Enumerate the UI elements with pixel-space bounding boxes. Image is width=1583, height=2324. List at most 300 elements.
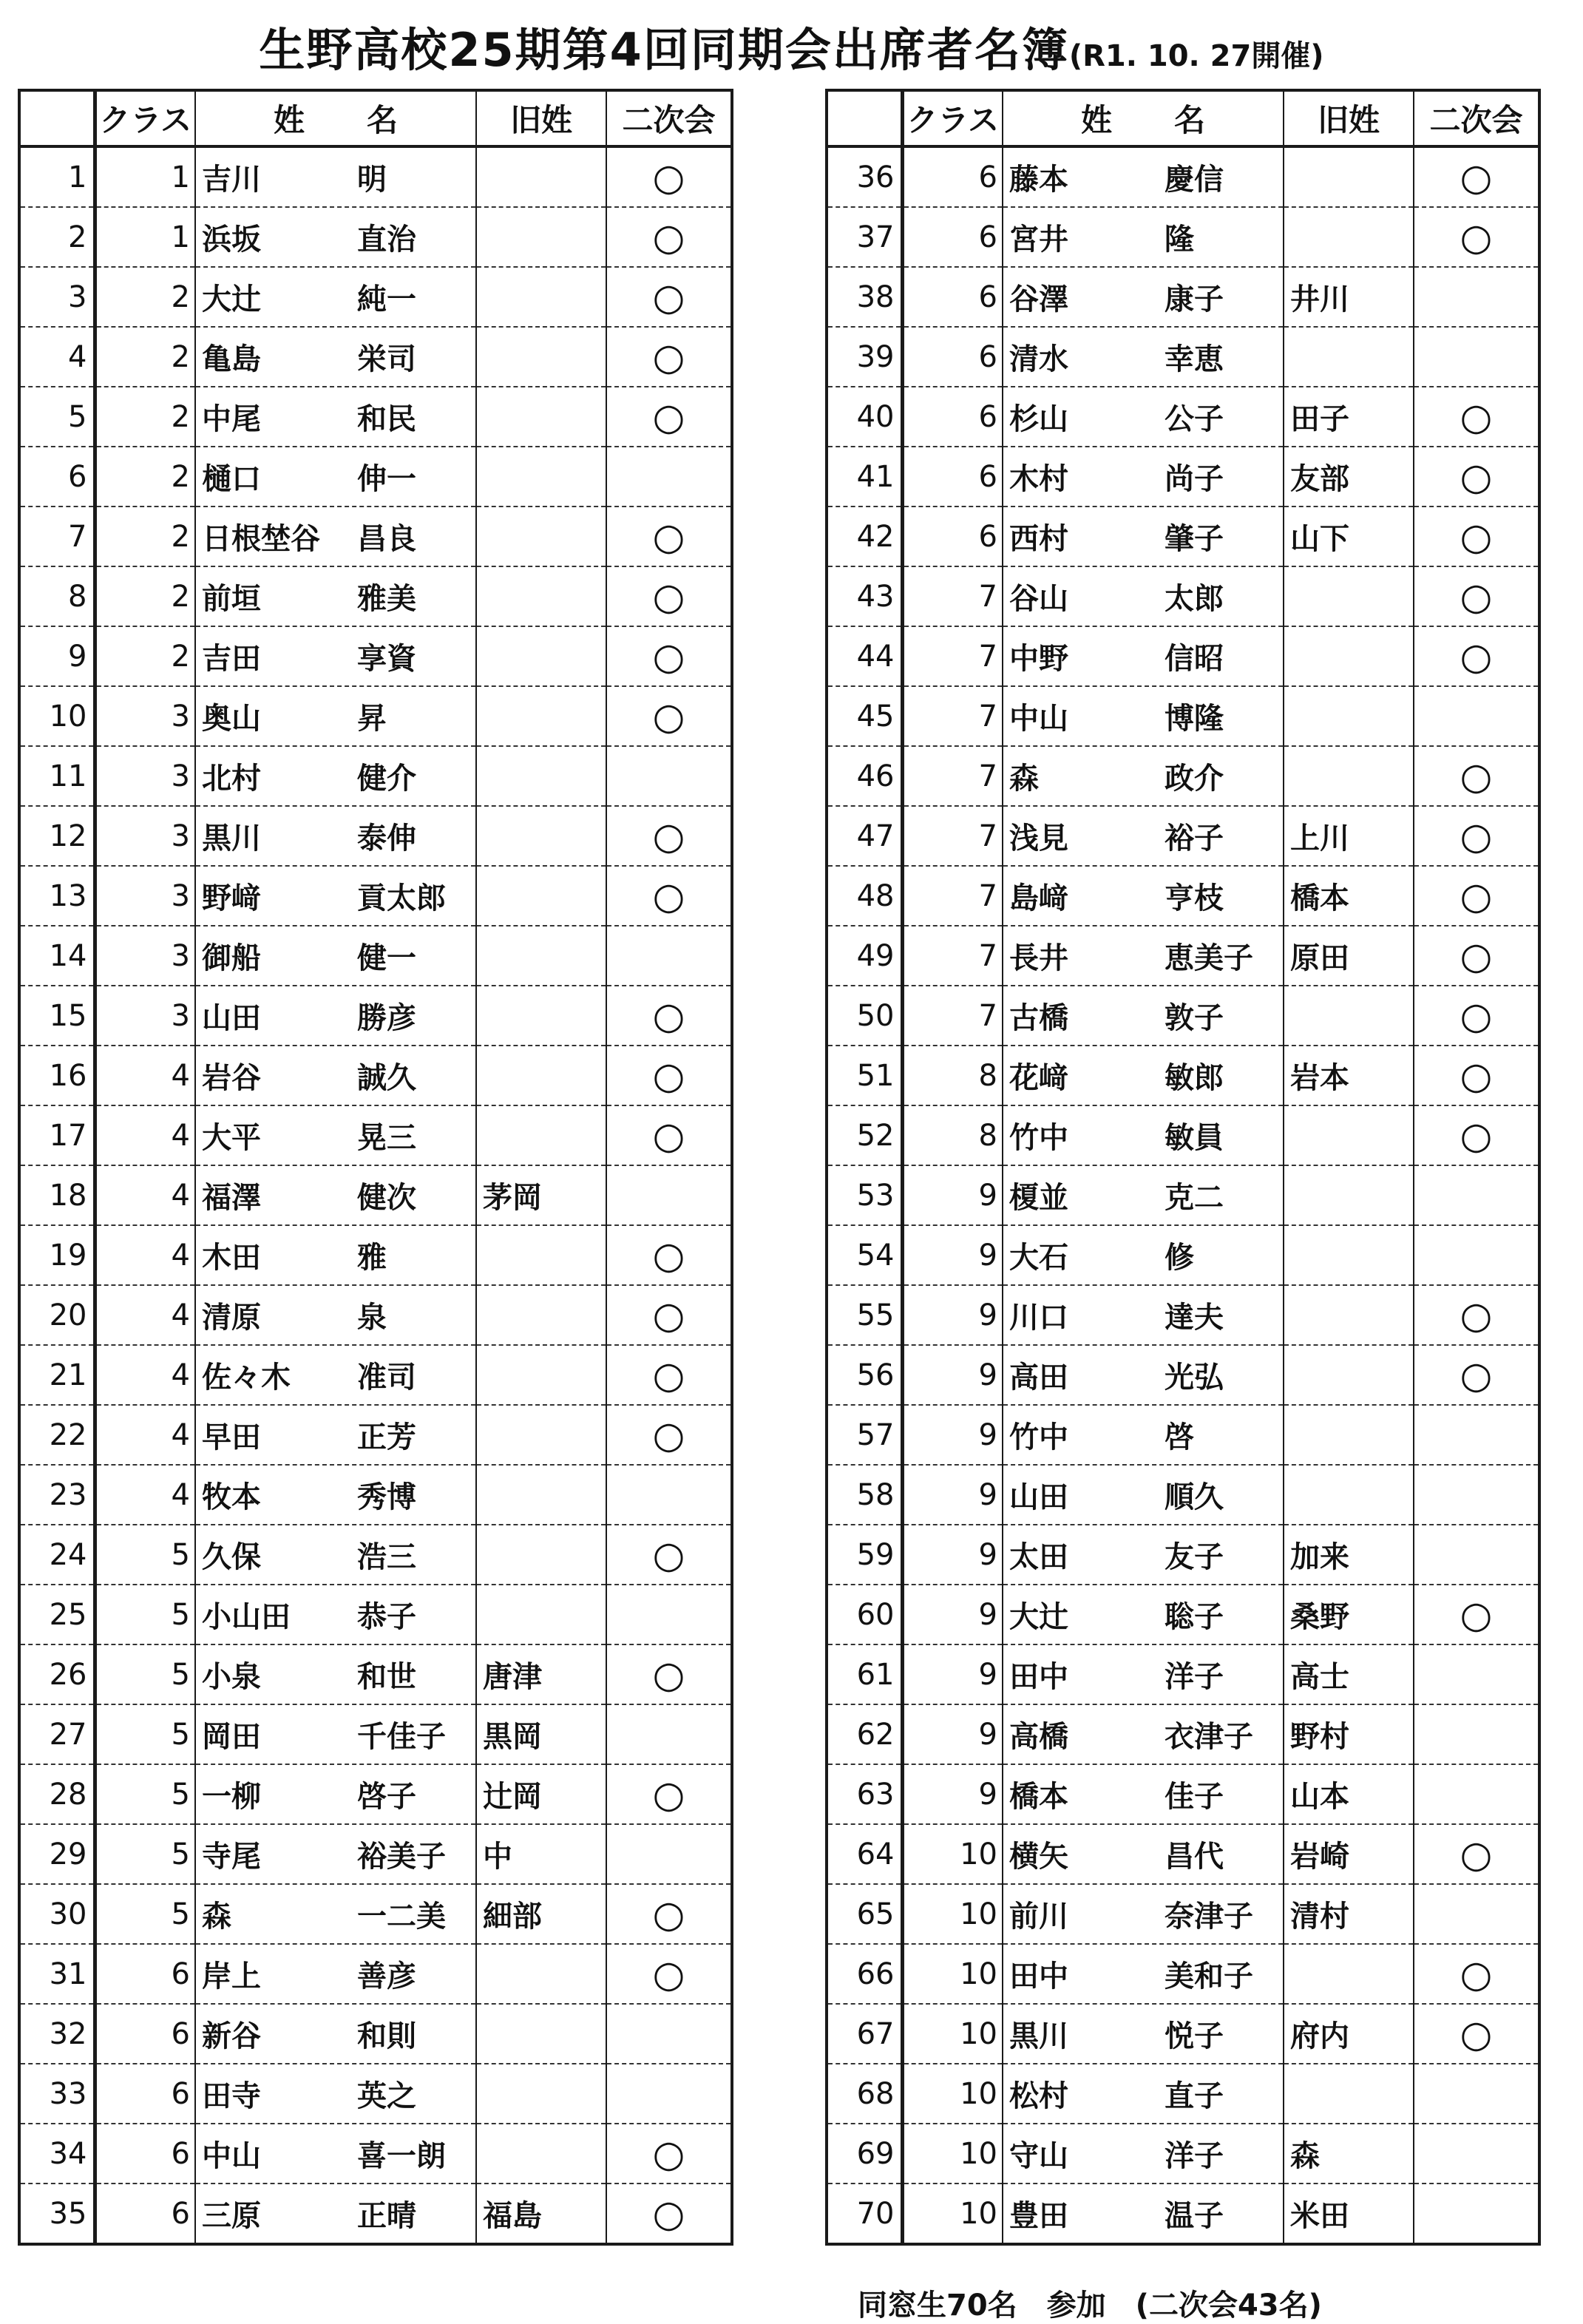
header-class: クラス [95,90,195,146]
header-name: 姓 名 [1003,90,1284,146]
first-name: 佳子 [1165,1780,1224,1814]
table-row [19,447,732,507]
second-party-mark: ○ [1460,1293,1493,1337]
table-row [19,2064,732,2124]
row-number: 8 [19,566,95,626]
full-name [195,207,476,267]
first-name: 和則 [357,2019,416,2053]
former-surname: 山本 [1284,1764,1414,1824]
last-name: 久保 [202,1540,261,1574]
second-party-mark [1414,1884,1539,1944]
full-name [195,1704,476,1764]
last-name: 福澤 [202,1181,261,1215]
first-name: 健一 [357,941,416,975]
row-number: 3 [19,267,95,327]
table-row [827,1585,1539,1644]
row-number: 4 [19,327,95,387]
class-number: 9 [902,1345,1003,1405]
second-party-mark: ○ [652,395,685,438]
table-row [19,686,732,746]
class-number: 3 [95,986,195,1046]
former-surname: 原田 [1284,926,1414,986]
second-party-mark: ○ [652,1114,685,1157]
former-surname: 府内 [1284,2004,1414,2064]
full-name [195,1405,476,1465]
table-row [19,146,732,207]
second-party-mark [606,1465,732,1525]
former-surname [476,387,606,447]
former-surname [1284,686,1414,746]
row-number: 28 [19,1764,95,1824]
second-party-mark: ○ [1460,1832,1493,1876]
class-number: 10 [902,2184,1003,2244]
class-number: 7 [902,746,1003,806]
second-party-mark: ○ [1460,814,1493,858]
second-party-mark [606,746,732,806]
second-party-mark: ○ [652,335,685,379]
second-party-mark: ○ [1460,155,1493,199]
first-name: 一二美 [357,1900,446,1934]
second-party-mark: ○ [1460,994,1493,1037]
former-surname [476,926,606,986]
second-party-mark: ○ [652,1533,685,1576]
second-party-mark: ○ [652,1054,685,1097]
last-name: 小泉 [202,1660,261,1694]
class-number: 6 [902,267,1003,327]
last-name: 牧本 [202,1480,261,1514]
table-row [19,1046,732,1105]
first-name: 順久 [1165,1480,1224,1514]
second-party-mark: ○ [652,1653,685,1696]
last-name: 田中 [1009,1660,1068,1694]
class-number: 10 [902,2004,1003,2064]
full-name [195,327,476,387]
row-number: 63 [827,1764,902,1824]
full-name [195,1046,476,1105]
second-party-mark: ○ [1460,575,1493,618]
former-surname [1284,1405,1414,1465]
row-number: 47 [827,806,902,866]
first-name: 和世 [357,1660,416,1694]
second-party-mark: ○ [1460,215,1493,259]
former-surname [476,1944,606,2004]
second-party-mark: ○ [652,1952,685,1996]
last-name: 日根埜谷 [202,522,320,556]
last-name: 吉川 [202,163,261,197]
second-party-mark: ○ [652,2132,685,2175]
first-name: 伸一 [357,462,416,496]
class-number: 5 [95,1585,195,1644]
row-number: 29 [19,1824,95,1884]
former-surname [476,746,606,806]
row-number: 34 [19,2124,95,2184]
second-party-mark [606,2004,732,2064]
table-row [19,327,732,387]
row-number: 16 [19,1046,95,1105]
first-name: 敦子 [1165,1001,1224,1035]
row-number: 46 [827,746,902,806]
table-row [827,146,1539,207]
class-number: 7 [902,626,1003,686]
last-name: 野﨑 [202,881,261,915]
row-number: 69 [827,2124,902,2184]
class-number: 7 [902,986,1003,1046]
last-name: 太田 [1009,1540,1068,1574]
last-name: 松村 [1009,2079,1068,2113]
class-number: 4 [95,1105,195,1165]
row-number: 62 [827,1704,902,1764]
full-name [195,1165,476,1225]
class-number: 6 [902,146,1003,207]
second-party-mark [1414,2124,1539,2184]
class-number: 9 [902,1285,1003,1345]
last-name: 御船 [202,941,261,975]
second-party-mark [1414,1225,1539,1285]
second-party-mark [606,1704,732,1764]
class-number: 4 [95,1345,195,1405]
second-party-mark [1414,1165,1539,1225]
first-name: 直子 [1165,2079,1224,2113]
class-number: 7 [902,866,1003,926]
former-surname [476,1585,606,1644]
second-party-mark: ○ [1460,455,1493,498]
class-number: 2 [95,566,195,626]
table-row [827,566,1539,626]
last-name: 田中 [1009,1959,1068,1993]
row-number: 37 [827,207,902,267]
row-number: 24 [19,1525,95,1585]
former-surname: 加来 [1284,1525,1414,1585]
header-second-party: 二次会 [1414,90,1539,146]
class-number: 9 [902,1225,1003,1285]
first-name: 政介 [1165,762,1224,796]
class-number: 6 [902,387,1003,447]
first-name: 栄司 [357,342,416,376]
row-number: 25 [19,1585,95,1644]
full-name [195,267,476,327]
row-number: 13 [19,866,95,926]
second-party-mark: ○ [652,575,685,618]
class-number: 3 [95,866,195,926]
last-name: 木田 [202,1241,261,1275]
row-number: 44 [827,626,902,686]
class-number: 4 [95,1225,195,1285]
table-row [827,507,1539,566]
former-surname [476,1405,606,1465]
full-name [1003,1465,1284,1525]
class-number: 9 [902,1525,1003,1585]
class-number: 7 [902,566,1003,626]
second-party-mark: ○ [1460,1353,1493,1397]
table-row [19,1824,732,1884]
table-row [827,1704,1539,1764]
first-name: 純一 [357,282,416,316]
full-name [1003,986,1284,1046]
row-number: 30 [19,1884,95,1944]
former-surname [1284,1285,1414,1345]
header-row [19,90,732,146]
table-row [827,866,1539,926]
row-number: 52 [827,1105,902,1165]
row-number: 56 [827,1345,902,1405]
row-number: 68 [827,2064,902,2124]
former-surname [476,447,606,507]
former-surname [1284,746,1414,806]
row-number: 41 [827,447,902,507]
table-row [19,2004,732,2064]
full-name [1003,1944,1284,2004]
first-name: 和民 [357,402,416,436]
second-party-mark: ○ [652,2192,685,2235]
full-name [1003,1884,1284,1944]
class-number: 9 [902,1764,1003,1824]
last-name: 浅見 [1009,821,1068,856]
last-name: 寺尾 [202,1840,261,1874]
class-number: 4 [95,1405,195,1465]
row-number: 54 [827,1225,902,1285]
table-row [827,1764,1539,1824]
first-name: 悦子 [1165,2019,1224,2053]
full-name [1003,1345,1284,1405]
first-name: 太郎 [1165,582,1224,616]
row-number: 39 [827,327,902,387]
full-name [195,2064,476,2124]
full-name [1003,566,1284,626]
class-number: 6 [902,507,1003,566]
full-name [195,986,476,1046]
full-name [1003,387,1284,447]
former-surname: 辻岡 [476,1764,606,1824]
last-name: 佐々木 [202,1361,291,1395]
former-surname [476,566,606,626]
first-name: 光弘 [1165,1361,1224,1395]
row-number: 12 [19,806,95,866]
row-number: 36 [827,146,902,207]
header-no [827,90,902,146]
row-number: 2 [19,207,95,267]
table-row [19,387,732,447]
table-row [827,1884,1539,1944]
last-name: 小山田 [202,1600,291,1634]
first-name: 啓 [1165,1420,1194,1454]
first-name: 修 [1165,1241,1194,1275]
full-name [1003,626,1284,686]
class-number: 8 [902,1046,1003,1105]
former-surname [1284,207,1414,267]
second-party-mark: ○ [652,1233,685,1277]
class-number: 10 [902,1944,1003,2004]
class-number: 10 [902,1824,1003,1884]
table-row [19,1105,732,1165]
row-number: 67 [827,2004,902,2064]
second-party-mark [1414,1465,1539,1525]
first-name: 英之 [357,2079,416,2113]
first-name: 博隆 [1165,702,1224,736]
class-number: 6 [902,327,1003,387]
last-name: 一柳 [202,1780,261,1814]
row-number: 21 [19,1345,95,1405]
row-number: 6 [19,447,95,507]
class-number: 4 [95,1465,195,1525]
class-number: 4 [95,1165,195,1225]
full-name [195,1105,476,1165]
table-row [19,207,732,267]
first-name: 雅 [357,1241,387,1275]
row-number: 48 [827,866,902,926]
first-name: 誠久 [357,1061,416,1095]
full-name [195,806,476,866]
class-number: 9 [902,1465,1003,1525]
row-number: 53 [827,1165,902,1225]
first-name: 浩三 [357,1540,416,1574]
table-row [827,207,1539,267]
former-surname [476,986,606,1046]
first-name: 幸恵 [1165,342,1224,376]
class-number: 5 [95,1764,195,1824]
table-row [827,626,1539,686]
full-name [195,1465,476,1525]
last-name: 奥山 [202,702,261,736]
full-name [195,1644,476,1704]
class-number: 9 [902,1405,1003,1465]
header-class: クラス [902,90,1003,146]
row-number: 45 [827,686,902,746]
class-number: 5 [95,1525,195,1585]
table-row [827,686,1539,746]
first-name: 達夫 [1165,1301,1224,1335]
last-name: 中尾 [202,402,261,436]
row-number: 19 [19,1225,95,1285]
second-party-mark [1414,327,1539,387]
full-name [195,387,476,447]
last-name: 中山 [1009,702,1068,736]
first-name: 晃三 [357,1121,416,1155]
second-party-mark: ○ [1460,874,1493,918]
table-row [827,2064,1539,2124]
first-name: 秀博 [357,1480,416,1514]
former-surname [1284,1105,1414,1165]
table-row [19,1285,732,1345]
last-name: 中野 [1009,642,1068,676]
last-name: 横矢 [1009,1840,1068,1874]
full-name [195,1944,476,2004]
last-name: 山田 [202,1001,261,1035]
full-name [195,2184,476,2244]
row-number: 10 [19,686,95,746]
row-number: 17 [19,1105,95,1165]
last-name: 森 [202,1900,231,1934]
header-no [19,90,95,146]
second-party-mark: ○ [652,1293,685,1337]
class-number: 3 [95,926,195,986]
class-number: 1 [95,207,195,267]
first-name: 友子 [1165,1540,1224,1574]
last-name: 西村 [1009,522,1068,556]
full-name [1003,1225,1284,1285]
first-name: 裕子 [1165,821,1224,856]
class-number: 10 [902,2124,1003,2184]
last-name: 榎並 [1009,1181,1068,1215]
header-old-surname: 旧姓 [476,90,606,146]
full-name [195,1764,476,1824]
second-party-mark: ○ [1460,1114,1493,1157]
class-number: 7 [902,686,1003,746]
last-name: 谷澤 [1009,282,1068,316]
full-name [195,1285,476,1345]
first-name: 公子 [1165,402,1224,436]
second-party-mark [1414,2064,1539,2124]
full-name [195,1585,476,1644]
last-name: 木村 [1009,462,1068,496]
table-row [19,1465,732,1525]
header-second-party: 二次会 [606,90,732,146]
table-row [19,1944,732,2004]
table-row [827,1046,1539,1105]
table-row [19,507,732,566]
class-number: 3 [95,746,195,806]
table-row [827,986,1539,1046]
row-number: 23 [19,1465,95,1525]
table-row [827,1405,1539,1465]
row-number: 60 [827,1585,902,1644]
row-number: 64 [827,1824,902,1884]
last-name: 亀島 [202,342,261,376]
row-number: 27 [19,1704,95,1764]
full-name [1003,1285,1284,1345]
last-name: 森 [1009,762,1039,796]
last-name: 宮井 [1009,223,1068,257]
first-name: 明 [357,163,387,197]
first-name: 千佳子 [357,1720,446,1754]
second-party-mark: ○ [1460,1593,1493,1636]
first-name: 康子 [1165,282,1224,316]
row-number: 38 [827,267,902,327]
last-name: 黒川 [202,821,261,856]
last-name: 花﨑 [1009,1061,1068,1095]
row-number: 59 [827,1525,902,1585]
second-party-mark [1414,1644,1539,1704]
second-party-mark [1414,1704,1539,1764]
first-name: 昇 [357,702,387,736]
full-name [195,626,476,686]
former-surname: 井川 [1284,267,1414,327]
table-row [827,2124,1539,2184]
last-name: 杉山 [1009,402,1068,436]
last-name: 竹中 [1009,1121,1068,1155]
former-surname: 福島 [476,2184,606,2244]
full-name [195,566,476,626]
first-name: 隆 [1165,223,1194,257]
second-party-mark [1414,267,1539,327]
table-row [827,1165,1539,1225]
last-name: 三原 [202,2199,261,2233]
row-number: 61 [827,1644,902,1704]
former-surname: 山下 [1284,507,1414,566]
first-name: 信昭 [1165,642,1224,676]
class-number: 1 [95,146,195,207]
class-number: 5 [95,1644,195,1704]
first-name: 健次 [357,1181,416,1215]
title-date: (R1. 10. 27開催) [1068,39,1324,73]
row-number: 50 [827,986,902,1046]
second-party-mark: ○ [1460,1952,1493,1996]
second-party-mark [606,1585,732,1644]
first-name: 昌良 [357,522,416,556]
second-party-mark: ○ [652,814,685,858]
former-surname [476,207,606,267]
full-name [195,507,476,566]
class-number: 2 [95,507,195,566]
